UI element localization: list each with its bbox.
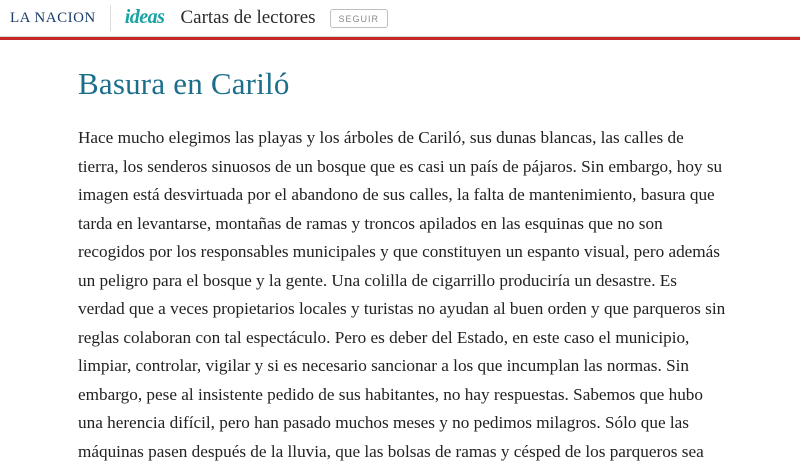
page-title: Basura en Cariló (78, 66, 290, 101)
article-body (0, 66, 800, 466)
follow-button[interactable]: SEGUIR (330, 9, 389, 28)
article-paragraph: Hace mucho elegimos las playas y los árboles de Cariló, sus dunas blancas, las calles de tierra, los senderos sinuosos de un bosque que es casi un país de pájaros. Sin embargo, hoy su imagen está desvirtuada por el abandono de sus calles, la falta de mantenimiento, basura que tarda en levantarse, montañas de ramas y troncos apilados en las esquinas que no son recogidos por los responsables municipales y que constituyen un espanto visual, pero además un peligro para el bosque y la gente. Una colilla de cigarrillo produciría un desastre. Es verdad que a veces propietarios locales y turistas no ayudan al buen orden y que parqueros sin reglas colaboran con tal espectáculo. Pero es deber del Estado, en este caso el municipio, limpiar, controlar, vigilar y si es necesario sancionar a los que incumplan las normas. Sin embargo, pese al insistente pedido de sus habitantes, no hay respuestas. Sabemos que hubo una herencia difícil, pero han pasado muchos meses y no pedimos milagros. Sólo que las máquinas pasen después de la lluvia, que las bolsas de ramas y césped de los parqueros sea (78, 128, 726, 461)
brand-lanacion[interactable]: LA NACION (10, 9, 96, 26)
accent-rule (0, 37, 800, 40)
ideas-logo[interactable]: ideas (124, 5, 165, 28)
site-header (0, 0, 800, 37)
section-title[interactable]: Cartas de lectores (180, 7, 316, 28)
header-divider (110, 5, 111, 31)
